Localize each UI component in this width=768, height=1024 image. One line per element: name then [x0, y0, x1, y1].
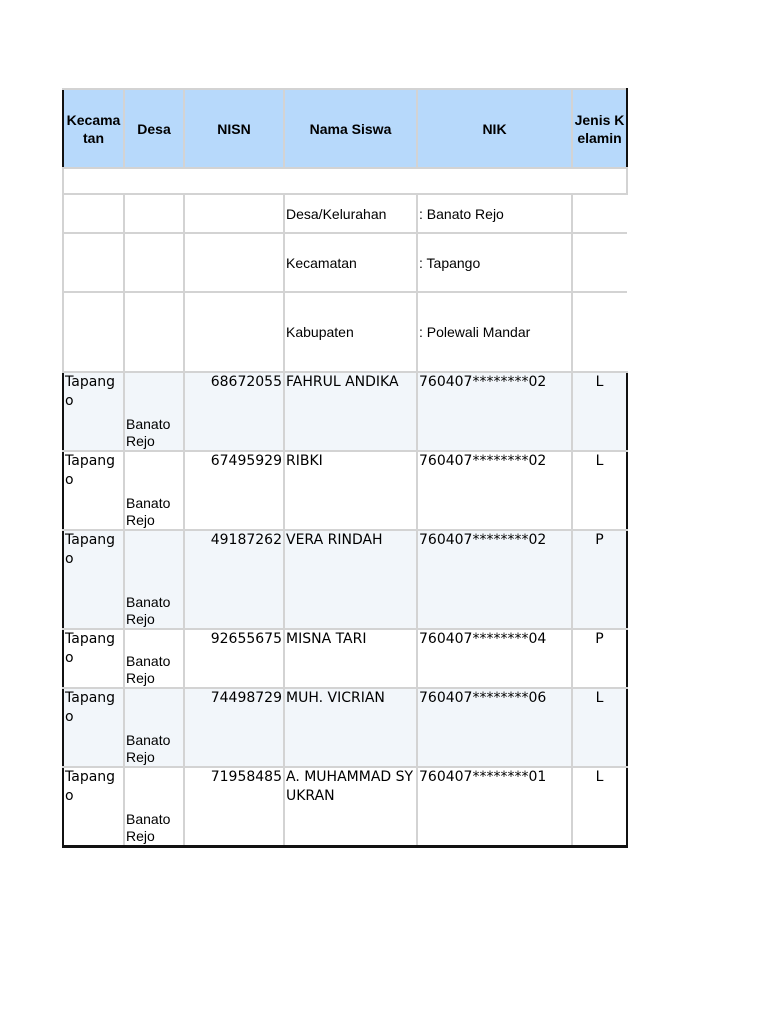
cell-kecamatan: Tapango: [63, 767, 124, 847]
table-row: [63, 451, 627, 530]
header-desa: Desa: [124, 89, 184, 168]
kabupaten-label: Kabupaten: [284, 292, 417, 372]
empty-cell: [63, 194, 124, 233]
cell-desa: Banato Rejo: [124, 688, 184, 767]
cell-nama-siswa: RIBKI: [284, 451, 417, 530]
empty-cell: [63, 233, 124, 292]
cell-nik: 760407********02: [417, 451, 572, 530]
kecamatan-value: : Tapango: [417, 233, 572, 292]
header-jenis-kelamin: Jenis Kelamin: [572, 89, 627, 168]
cell-kecamatan: Tapango: [63, 629, 124, 688]
empty-cell: [572, 233, 627, 292]
cell-nisn: 71958485: [184, 767, 284, 847]
cell-nisn: 49187262: [184, 530, 284, 629]
cell-nisn: 67495929: [184, 451, 284, 530]
cell-kecamatan: Tapango: [63, 451, 124, 530]
cell-nama-siswa: A. MUHAMMAD SYUKRAN: [284, 767, 417, 847]
header-nik: NIK: [417, 89, 572, 168]
cell-desa: Banato Rejo: [124, 451, 184, 530]
cell-nik: 760407********01: [417, 767, 572, 847]
cell-kecamatan: Tapango: [63, 688, 124, 767]
cell-kecamatan: Tapango: [63, 372, 124, 451]
empty-cell: [124, 194, 184, 233]
kabupaten-value: : Polewali Mandar: [417, 292, 572, 372]
cell-nama-siswa: VERA RINDAH: [284, 530, 417, 629]
table-row: [63, 372, 627, 451]
info-row-desa: [63, 194, 627, 233]
cell-desa: Banato Rejo: [124, 530, 184, 629]
cell-nik: 760407********06: [417, 688, 572, 767]
cell-nik: 760407********02: [417, 530, 572, 629]
info-row-kabupaten: [63, 292, 627, 372]
header-nama-siswa: Nama Siswa: [284, 89, 417, 168]
cell-jenis-kelamin: L: [572, 372, 627, 451]
empty-cell: [184, 194, 284, 233]
empty-cell: [124, 233, 184, 292]
cell-jenis-kelamin: L: [572, 688, 627, 767]
cell-desa: Banato Rejo: [124, 372, 184, 451]
cell-jenis-kelamin: L: [572, 767, 627, 847]
empty-cell: [63, 292, 124, 372]
header-row: [63, 89, 627, 168]
empty-cell: [184, 292, 284, 372]
cell-nik: 760407********04: [417, 629, 572, 688]
table-row: [63, 767, 627, 847]
empty-cell: [124, 292, 184, 372]
desa-label: Desa/Kelurahan: [284, 194, 417, 233]
cell-jenis-kelamin: P: [572, 629, 627, 688]
empty-cell: [184, 233, 284, 292]
cell-nama-siswa: FAHRUL ANDIKA: [284, 372, 417, 451]
cell-desa: Banato Rejo: [124, 767, 184, 847]
cell-nisn: 74498729: [184, 688, 284, 767]
table-row: [63, 688, 627, 767]
title-cell: [63, 168, 627, 194]
table-row: [63, 530, 627, 629]
header-kecamatan: Kecamatan: [63, 89, 124, 168]
empty-cell: [572, 194, 627, 233]
cell-kecamatan: Tapango: [63, 530, 124, 629]
desa-value: : Banato Rejo: [417, 194, 572, 233]
title-row: [63, 168, 627, 194]
header-nisn: NISN: [184, 89, 284, 168]
table-row: [63, 629, 627, 688]
cell-jenis-kelamin: L: [572, 451, 627, 530]
cell-nik: 760407********02: [417, 372, 572, 451]
info-row-kecamatan: [63, 233, 627, 292]
cell-jenis-kelamin: P: [572, 530, 627, 629]
kecamatan-label: Kecamatan: [284, 233, 417, 292]
empty-cell: [572, 292, 627, 372]
cell-nama-siswa: MISNA TARI: [284, 629, 417, 688]
student-table: [62, 88, 628, 848]
cell-desa: Banato Rejo: [124, 629, 184, 688]
cell-nisn: 92655675: [184, 629, 284, 688]
cell-nama-siswa: MUH. VICRIAN: [284, 688, 417, 767]
cell-nisn: 68672055: [184, 372, 284, 451]
